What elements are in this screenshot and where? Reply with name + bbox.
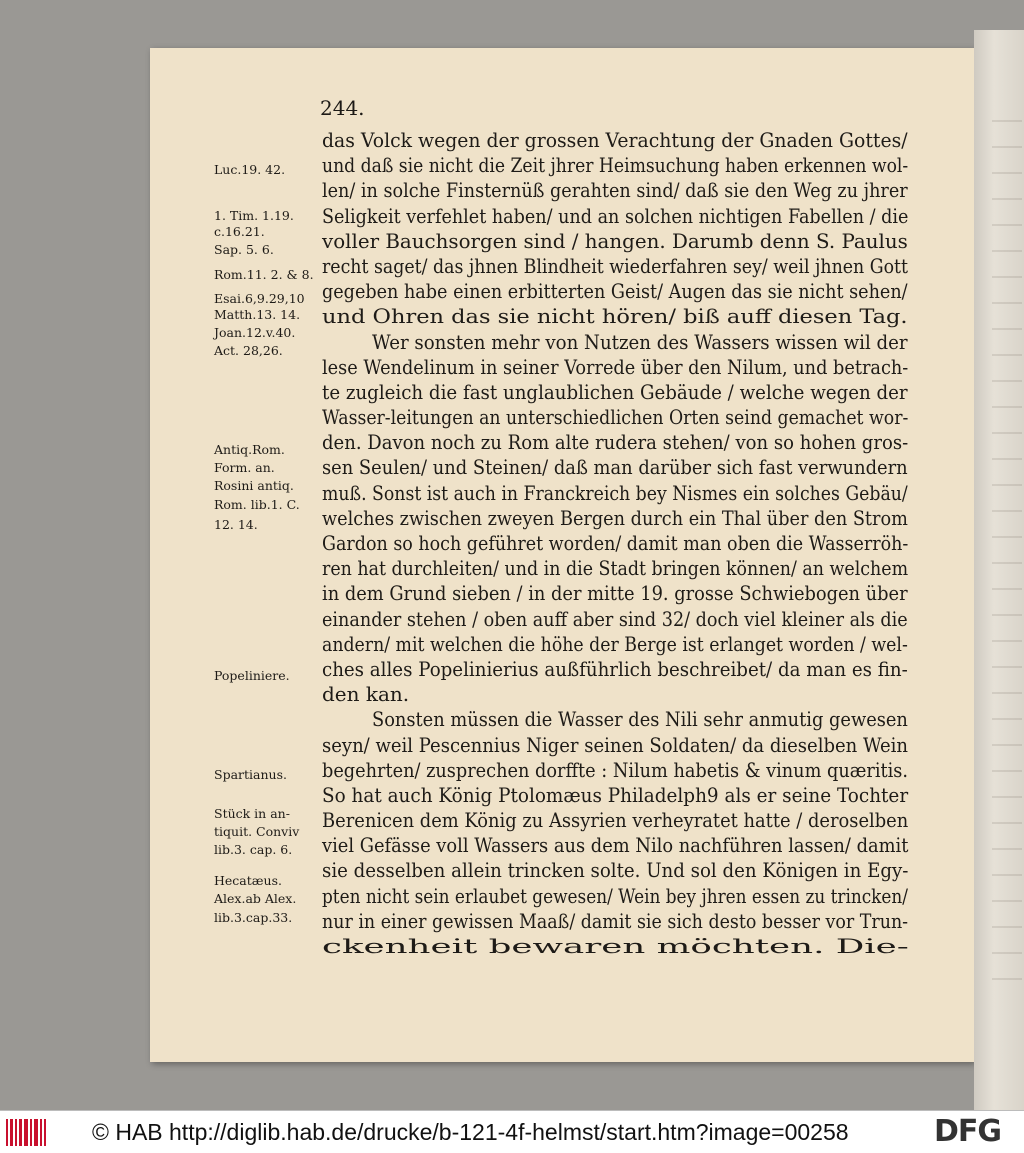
- text-line: pten nicht sein erlaubet gewesen/ Wein bey jhren essen zu trincken/: [322, 883, 908, 908]
- margin-note: Form. an.: [214, 460, 275, 475]
- margin-note: 12. 14.: [214, 517, 258, 532]
- margin-note: tiquit. Conviv: [214, 824, 300, 839]
- text-line: Wasser-leitungen an unterschiedlichen Orten seind gemachet wor-: [322, 405, 909, 430]
- margin-note: Esai.6,9.29,10: [214, 291, 305, 306]
- text-line: welches zwischen zweyen Bergen durch ein Thal über den Strom: [322, 505, 908, 530]
- facing-page-edge: [974, 30, 1024, 1110]
- text-line: und daß sie nicht die Zeit jhrer Heimsuchung haben erkennen wol-: [322, 153, 909, 178]
- text-line: Gardon so hoch geführet worden/ damit man oben die Wasserröh-: [322, 531, 909, 555]
- hab-barcode-icon: [6, 1119, 46, 1146]
- margin-note: Popeliniere.: [214, 668, 290, 683]
- text-line: andern/ mit welchen die höhe der Berge ist erlanget worden / wel-: [322, 631, 908, 656]
- text-line: len/ in solche Finsternüß gerahten sind/ daß sie den Weg zu jhrer: [322, 178, 908, 203]
- text-line: lese Wendelinum in seiner Vorrede über den Nilum, und betrach-: [322, 354, 909, 379]
- text-line: ren hat durchleiten/ und in die Stadt bringen können/ an welchem: [322, 556, 909, 581]
- margin-note: Luc.19. 42.: [214, 162, 286, 177]
- text-line: den kan.: [322, 682, 410, 707]
- footer-bar: [0, 1110, 1024, 1153]
- text-line: begehrten/ zusprechen dorffte : Nilum habetis & vinum quæritis.: [322, 757, 908, 782]
- text-line: muß. Sonst ist auch in Franckreich bey Nismes ein solches Gebäu/: [322, 480, 908, 505]
- text-line: den. Davon noch zu Rom alte rudera stehen/ von so hohen gros-: [322, 430, 909, 455]
- margin-note: lib.3.cap.33.: [214, 910, 293, 925]
- margin-note: Rosini antiq.: [214, 478, 294, 493]
- main-text: [322, 128, 908, 959]
- text-line: gegeben habe einen erbitterten Geist/ Augen das sie nicht sehen/: [322, 279, 908, 304]
- dfg-logo: DFG: [934, 1114, 1002, 1149]
- margin-note: Stück in an-: [214, 806, 290, 821]
- text-line: Seligkeit verfehlet haben/ und an solchen nichtigen Fabellen / die: [322, 203, 909, 228]
- margin-note: Act. 28,26.: [214, 343, 283, 358]
- text-line: voller Bauchsorgen sind / hangen. Darumb denn S. Paulus: [322, 228, 908, 253]
- text-line: einander stehen / oben auff aber sind 32/ doch viel kleiner als die: [322, 606, 908, 631]
- page-number: 244.: [320, 96, 365, 120]
- text-line: te zugleich die fast unglaublichen Gebäude / welche wegen der: [322, 379, 908, 404]
- margin-note: lib.3. cap. 6.: [214, 842, 293, 857]
- copyright-url[interactable]: © HAB http://diglib.hab.de/drucke/b-121-4f-helmst/start.htm?image=00258: [92, 1119, 849, 1145]
- margin-note: Matth.13. 14.: [214, 307, 301, 322]
- margin-note: Hecatæus.: [214, 873, 282, 888]
- margin-note: Spartianus.: [214, 767, 287, 782]
- text-line: ckenheit bewaren möchten. Die-: [322, 934, 909, 958]
- margin-note: c.16.21.: [214, 224, 265, 239]
- margin-note: Rom.11. 2. & 8.: [214, 267, 314, 282]
- text-line: viel Gefässe voll Wassers aus dem Nilo nachführen lassen/ damit: [322, 833, 909, 858]
- text-line: sie desselben allein trincken solte. Und sol den Königen in Egy-: [322, 858, 909, 883]
- text-line: sen Seulen/ und Steinen/ daß man darüber sich fast verwundern: [322, 455, 908, 480]
- text-line: in dem Grund sieben / in der mitte 19. grosse Schwiebogen über: [322, 581, 908, 606]
- text-line: recht saget/ das jhnen Blindheit wiederfahren sey/ weil jhnen Gott: [322, 253, 909, 278]
- text-line: Sonsten müssen die Wasser des Nili sehr anmutig gewesen: [372, 707, 908, 732]
- text-line: Berenicen dem König zu Assyrien verheyratet hatte / deroselben: [322, 808, 909, 833]
- text-line: Wer sonsten mehr von Nutzen des Wassers wissen wil der: [372, 329, 908, 354]
- margin-note: Antiq.Rom.: [214, 442, 285, 457]
- text-line: seyn/ weil Pescennius Niger seinen Soldaten/ da dieselben Wein: [322, 732, 908, 757]
- margin-note: 1. Tim. 1.19.: [214, 208, 294, 223]
- margin-note: Joan.12.v.40.: [214, 325, 296, 340]
- text-line: ches alles Popelinierius außführlich beschreibet/ da man es fin-: [322, 656, 908, 681]
- text-line: So hat auch König Ptolomæus Philadelph9 als er seine Tochter: [322, 782, 909, 807]
- margin-note: Rom. lib.1. C.: [214, 497, 300, 512]
- text-line: und Ohren das sie nicht hören/ biß auff diesen Tag.: [322, 304, 908, 329]
- margin-note: Sap. 5. 6.: [214, 242, 274, 257]
- text-line: nur in einer gewissen Maaß/ damit sie sich desto besser vor Trun-: [322, 908, 909, 933]
- text-line: das Volck wegen der grossen Verachtung der Gnaden Gottes/: [322, 128, 908, 152]
- margin-note: Alex.ab Alex.: [214, 891, 297, 906]
